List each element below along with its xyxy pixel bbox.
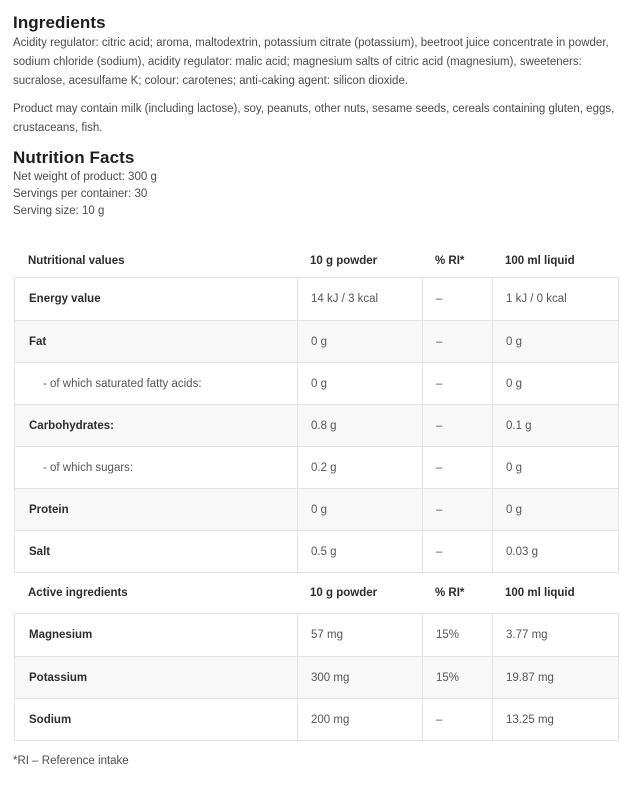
row-label: - of which saturated fatty acids:: [43, 377, 202, 390]
value-powder: 300 mg: [297, 657, 422, 698]
value-powder: 0 g: [297, 321, 422, 362]
value-liquid: 13.25 mg: [492, 699, 618, 740]
row-label: Magnesium: [29, 629, 93, 641]
table-row: [15, 698, 618, 740]
value-ri: –: [422, 699, 492, 740]
ingredients-paragraph: Acidity regulator: citric acid; aroma, maltodextrin, potassium citrate (potassium), beetroot juice concentrate in powder, sodium chloride (sodium), acidity regulator: malic acid; magnesium salts of citric acid (magnesium), sweeteners: sucralose, acesulfame K; colour: carotenes; anti-caking agent: silicon dioxide.: [13, 37, 609, 87]
table-row: [15, 488, 618, 530]
value-ri: 15%: [422, 657, 492, 698]
value-liquid: 0 g: [492, 489, 618, 530]
table-row: [15, 362, 618, 404]
row-label: Potassium: [29, 671, 88, 684]
row-label: Carbohydrates:: [29, 419, 114, 432]
value-powder: 0.2 g: [297, 447, 422, 488]
value-ri: –: [422, 531, 492, 572]
table-row: [15, 656, 618, 698]
value-powder: 57 mg: [297, 614, 422, 656]
header-ri: % RI*: [435, 587, 465, 599]
table-header-row: [14, 244, 619, 277]
value-liquid: 0 g: [492, 321, 618, 362]
header-liquid: 100 ml liquid: [505, 587, 575, 599]
value-powder: 0 g: [297, 363, 422, 404]
header-nutrient: Active ingredients: [28, 587, 128, 599]
value-powder: 200 mg: [297, 699, 422, 740]
row-label: Sodium: [29, 713, 72, 726]
value-ri: –: [422, 489, 492, 530]
value-powder: 14 kJ / 3 kcal: [297, 278, 422, 320]
table-row: [15, 320, 618, 362]
table-body: [14, 613, 619, 741]
value-powder: 0.8 g: [297, 405, 422, 446]
value-ri: –: [422, 447, 492, 488]
value-powder: 0 g: [297, 489, 422, 530]
value-liquid: 0 g: [492, 363, 618, 404]
servings-per-container: Servings per container: 30: [13, 188, 148, 200]
value-liquid: 3.77 mg: [492, 614, 618, 656]
nutritional-values-table: [14, 244, 619, 573]
value-liquid: 0 g: [492, 447, 618, 488]
value-liquid: 0.1 g: [492, 405, 618, 446]
row-label: Energy value: [29, 293, 101, 305]
table-row: [15, 614, 618, 656]
header-ri: % RI*: [435, 254, 465, 267]
value-ri: –: [422, 278, 492, 320]
row-label: Fat: [29, 335, 47, 348]
value-liquid: 0.03 g: [492, 531, 618, 572]
value-ri: –: [422, 405, 492, 446]
row-label: Salt: [29, 545, 51, 558]
product-info-section: [13, 12, 619, 769]
nutrition-facts-title: Nutrition Facts: [13, 148, 135, 167]
table-row: [15, 404, 618, 446]
table-header-row: [14, 573, 619, 613]
value-powder: 0.5 g: [297, 531, 422, 572]
header-powder: 10 g powder: [310, 254, 378, 267]
ingredients-title: Ingredients: [13, 13, 106, 32]
active-ingredients-table: [14, 573, 619, 741]
value-liquid: 1 kJ / 0 kcal: [492, 278, 618, 320]
value-ri: –: [422, 363, 492, 404]
value-ri: 15%: [422, 614, 492, 656]
serving-info: [13, 169, 619, 220]
header-liquid: 100 ml liquid: [505, 254, 575, 267]
header-powder: 10 g powder: [310, 587, 378, 599]
row-label: - of which sugars:: [43, 461, 134, 474]
serving-size: Serving size: 10 g: [13, 205, 105, 217]
value-ri: –: [422, 321, 492, 362]
value-liquid: 19.87 mg: [492, 657, 618, 698]
row-label: Protein: [29, 503, 69, 516]
allergen-paragraph: Product may contain milk (including lactose), soy, peanuts, other nuts, sesame seeds, cereals containing gluten, eggs, crustaceans, fish.: [13, 103, 615, 134]
table-row: [15, 278, 618, 320]
table-row: [15, 530, 618, 572]
table-row: [15, 446, 618, 488]
reference-intake-note: *RI – Reference intake: [13, 755, 129, 767]
net-weight: Net weight of product: 300 g: [13, 171, 157, 183]
table-body: [14, 277, 619, 573]
header-nutrient: Nutritional values: [28, 254, 125, 267]
